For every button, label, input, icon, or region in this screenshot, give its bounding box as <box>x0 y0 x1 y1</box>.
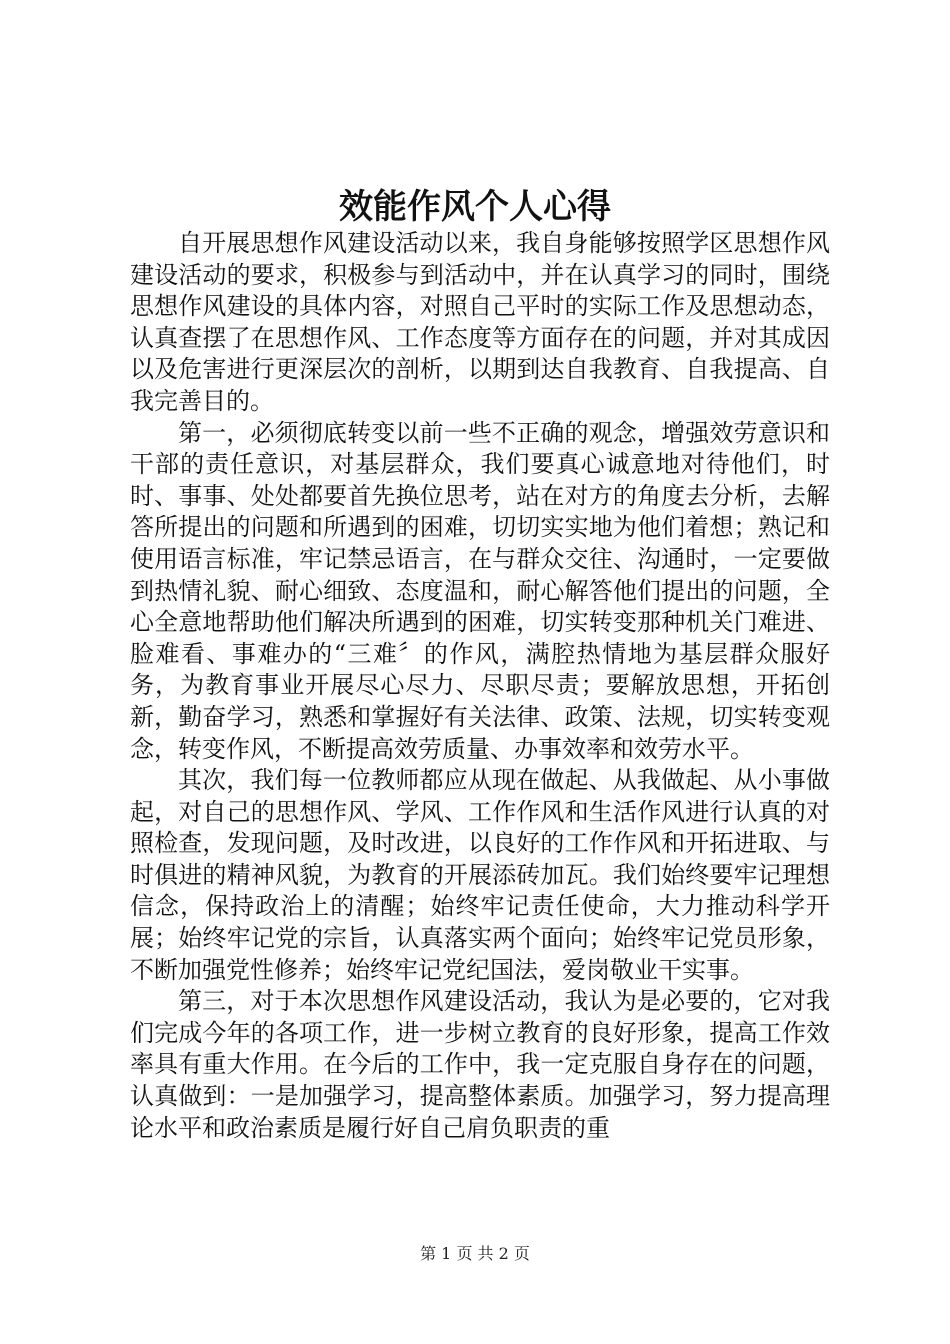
paragraph-second: 其次，我们每一位教师都应从现在做起、从我做起、从小事做起，对自己的思想作风、学风、工作作风和生活作风进行认真的对照检查，发现问题，及时改进，以良好的工作作风和开拓进取、与时俱进的精神风貌，为教育的开展添砖加瓦。我们始终要牢记理想信念，保持政治上的清醒；始终牢记责任使命，大力推动科学开展；始终牢记党的宗旨，认真落实两个面向；始终牢记党员形象，不断加强党性修养；始终牢记党纪国法，爱岗敬业干实事。 <box>130 766 830 984</box>
page-number-footer: 第 1 页 共 2 页 <box>420 1244 530 1263</box>
paragraph-third: 第三，对于本次思想作风建设活动，我认为是必要的，它对我们完成今年的各项工作，进一步树立教育的良好形象，提高工作效率具有重大作用。在今后的工作中，我一定克服自身存在的问题，认真做到：一是加强学习，提高整体素质。加强学习，努力提高理论水平和政治素质是履行好自己肩负职责的重 <box>130 987 830 1142</box>
paragraph-intro: 自开展思想作风建设活动以来，我自身能够按照学区思想作风建设活动的要求，积极参与到活动中，并在认真学习的同时，围绕思想作风建设的具体内容，对照自己平时的实际工作及思想动态，认真查摆了在思想作风、工作态度等方面存在的问题，并对其成因以及危害进行更深层次的剖析，以期到达自我教育、自我提高、自我完善目的。 <box>130 229 830 415</box>
paragraph-first: 第一，必须彻底转变以前一些不正确的观念，增强效劳意识和干部的责任意识，对基层群众，我们要真心诚意地对待他们，时时、事事、处处都要首先换位思考，站在对方的角度去分析，去解答所提出的问题和所遇到的困难，切切实实地为他们着想；熟记和使用语言标准，牢记禁忌语言，在与群众交往、沟通时，一定要做到热情礼貌、耐心细致、态度温和，耐心解答他们提出的问题，全心全意地帮助他们解决所遇到的困难，切实转变那种机关门难进、脸难看、事难办的“三难〞的作风，满腔热情地为基层群众服好务，为教育事业开展尽心尽力、尽职尽责；要解放思想，开拓创新，勤奋学习，熟悉和掌握好有关法律、政策、法规，切实转变观念，转变作风，不断提高效劳质量、办事效率和效劳水平。 <box>130 418 830 763</box>
document-body <box>130 228 830 1144</box>
document-title: 效能作风个人心得 <box>339 187 611 227</box>
